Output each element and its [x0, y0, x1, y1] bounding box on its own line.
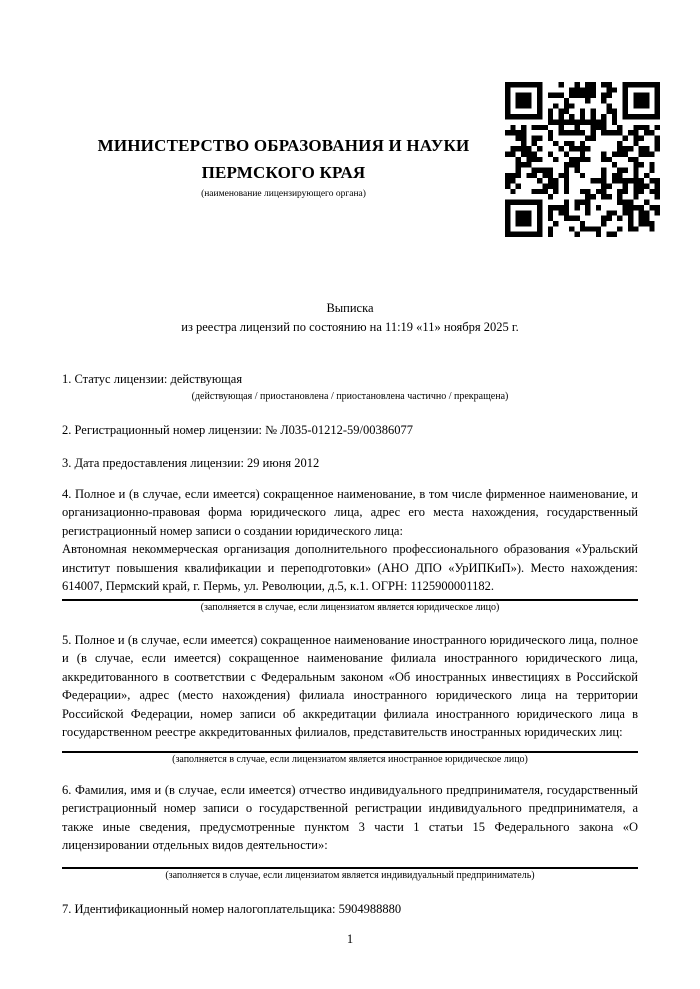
field-individual-entrepreneur: 6. Фамилия, имя и (в случае, если имеется) отчество индивидуального предпринимателя, государственный регистрационный номер записи о государственной регистрации индивидуального предпринимателя, а также иные сведения, предусмотренные пунктом 3 части 1 статьи 15 Федерального закона «О лицензировании отдельных видов деятельности»:	[62, 782, 638, 852]
document-title-line1: Выписка	[326, 301, 374, 315]
licensing-authority-block	[62, 82, 505, 199]
field-legal-entity-caption: (заполняется в случае, если лицензиатом является юридическое лицо)	[200, 601, 500, 613]
field-legal-entity-value: Автономная некоммерческая организация дополнительного профессионального образования «Уральский институт повышения квалификации и переподготовки» (АНО ДПО «УрИПКиП»). Место нахождения: 614007, Пермский край, г. Пермь, ул. Революции, д.5, к.1. ОГРН: 1125900001182.	[62, 542, 638, 593]
field-registration-number: 2. Регистрационный номер лицензии: № Л035-01212-59/00386077	[62, 422, 413, 437]
field-taxpayer-id: 7. Идентификационный номер налогоплательщика: 5904988880	[62, 901, 402, 916]
field-legal-entity	[62, 485, 638, 541]
ministry-caption: (наименование лицензирующего органа)	[201, 189, 366, 199]
ministry-name-line1: МИНИСТЕРСТВО ОБРАЗОВАНИЯ И НАУКИ	[97, 136, 470, 155]
page-number: 1	[346, 932, 354, 946]
document-body	[0, 370, 700, 918]
document-header	[0, 0, 700, 237]
field-individual-entrepreneur-caption: (заполняется в случае, если лицензиатом является индивидуальный предприниматель)	[165, 869, 535, 881]
document-title-line2: из реестра лицензий по состоянию на 11:19 «11» ноября 2025 г.	[181, 320, 519, 334]
document-title	[0, 299, 700, 337]
field-legal-entity-label: 4. Полное и (в случае, если имеется) сокращенное наименование, в том числе фирменное наименование, и организационно-правовая форма юридического лица, адрес его места нахождения, государственный регистрационный номер записи о создании юридического лица:	[62, 486, 638, 538]
field-license-status: 1. Статус лицензии: действующая	[62, 372, 243, 386]
field-foreign-entity: 5. Полное и (в случае, если имеется) сокращенное наименование иностранного юридического лица, полное и (в случае, если имеется) сокращенное наименование филиала иностранного юридического лица, аккредитованного в соответствии с Федеральным законом «Об иностранных инвестициях в Российской Федерации», адрес (место нахождения) филиала иностранного юридического лица на территории Российской Федерации, номер записи об аккредитации филиала иностранного юридического лица в государственном реестре аккредитованных филиалов, представительств иностранных юридических лиц:	[62, 632, 638, 739]
field-foreign-entity-caption: (заполняется в случае, если лицензиатом является иностранное юридическое лицо)	[172, 753, 528, 765]
qr-code	[505, 82, 660, 237]
field-license-status-caption: (действующая / приостановлена / приостановлена частично / прекращена)	[191, 390, 509, 402]
field-grant-date: 3. Дата предоставления лицензии: 29 июня 2012	[62, 456, 320, 470]
ministry-name-line2: ПЕРМСКОГО КРАЯ	[201, 163, 366, 182]
